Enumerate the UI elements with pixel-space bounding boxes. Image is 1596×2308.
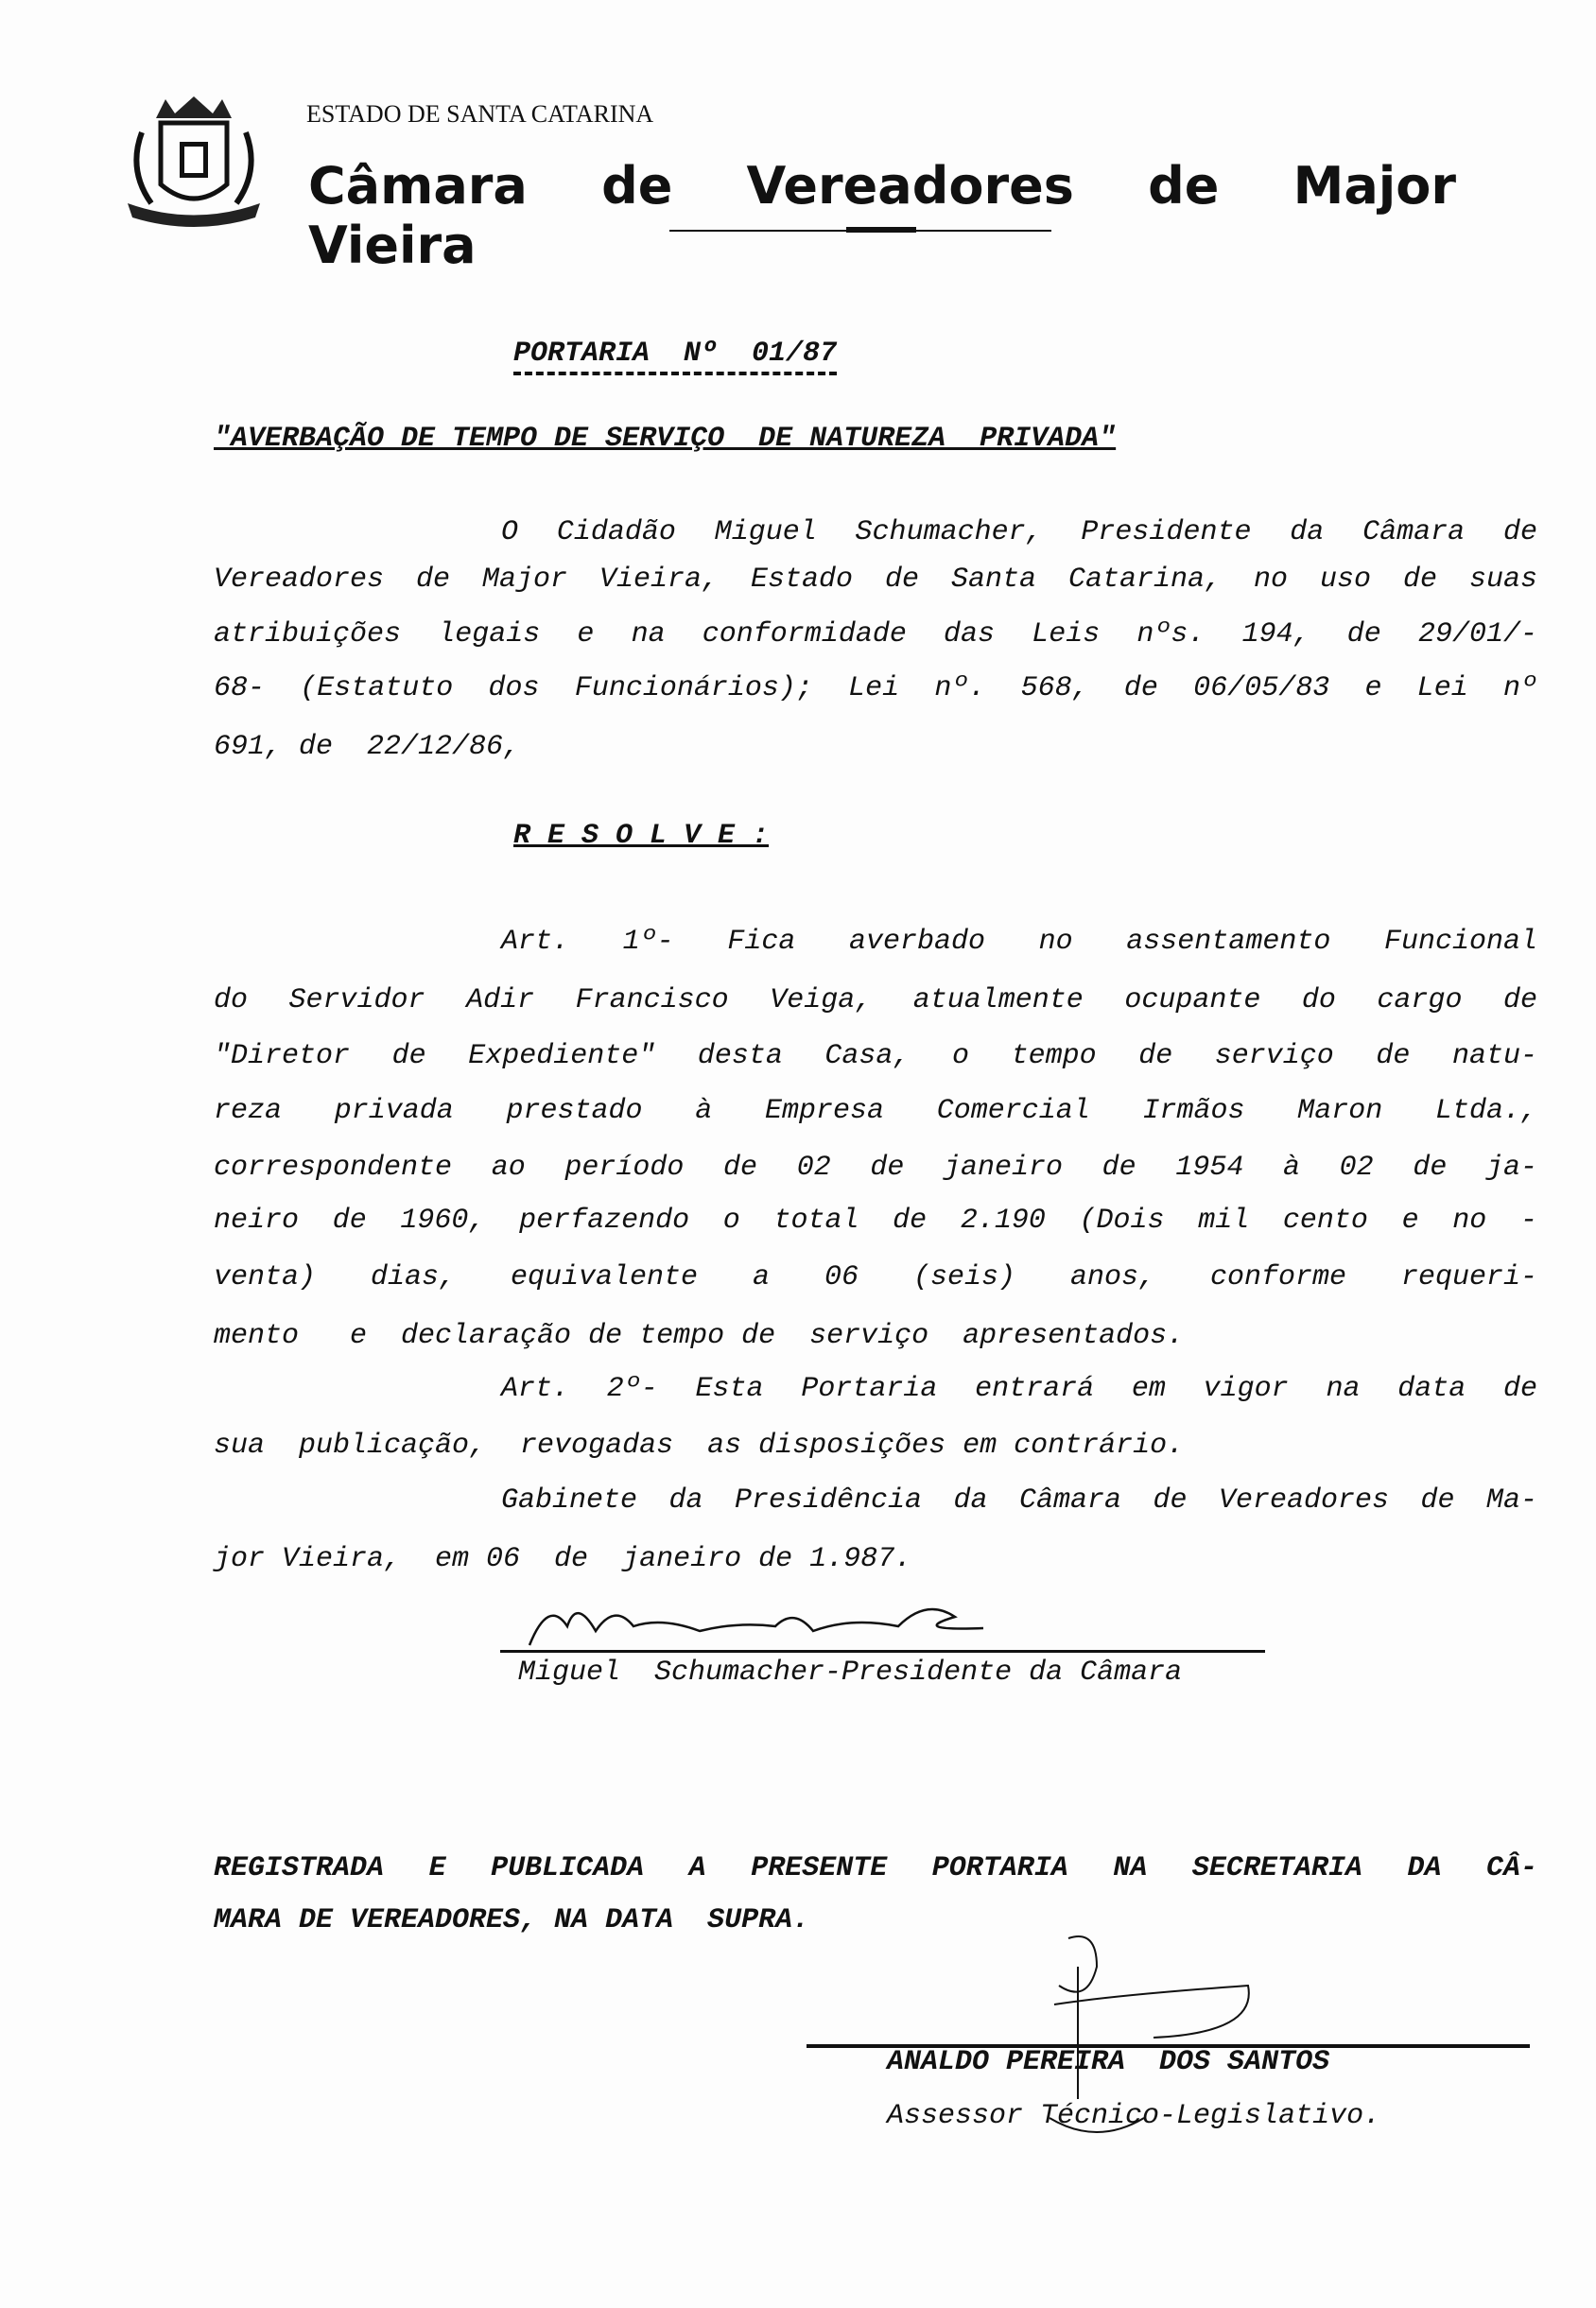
article-1-line: mento e declaração de tempo de serviço apresentados. <box>214 1320 1185 1352</box>
subject-heading: "AVERBAÇÃO DE TEMPO DE SERVIÇO DE NATUREZA PRIVADA" <box>214 423 1117 455</box>
resolve-heading: R E S O L V E : <box>513 820 770 852</box>
article-1-line: correspondente ao período de 02 de janeiro de 1954 à 02 de ja- <box>214 1152 1537 1184</box>
article-1-line: do Servidor Adir Francisco Veiga, atualmente ocupante do cargo de <box>214 984 1537 1016</box>
article-2-line: Art. 2º- Esta Portaria entrará em vigor na data de <box>501 1373 1537 1405</box>
registrar-name: ANALDO PEREIRA DOS SANTOS <box>887 2046 1330 2078</box>
preamble-line: 691, de 22/12/86, <box>214 731 521 763</box>
title-divider-center <box>846 227 916 233</box>
signature-line <box>500 1650 1265 1653</box>
article-1-line: reza privada prestado à Empresa Comercial Irmãos Maron Ltda., <box>214 1095 1537 1127</box>
article-1-line: "Diretor de Expediente" desta Casa, o tempo de serviço de natu- <box>214 1040 1537 1072</box>
article-1-line: neiro de 1960, perfazendo o total de 2.190 (Dois mil cento e no - <box>214 1205 1537 1237</box>
signer-name: Miguel Schumacher-Presidente da Câmara <box>518 1657 1183 1689</box>
closing-line: Gabinete da Presidência da Câmara de Vereadores de Ma- <box>501 1484 1537 1517</box>
registrar-role: Assessor Técnico-Legislativo. <box>887 2100 1381 2132</box>
coat-of-arms-logo <box>118 95 269 229</box>
registration-line: MARA DE VEREADORES, NA DATA SUPRA. <box>214 1904 810 1936</box>
closing-line: jor Vieira, em 06 de janeiro de 1.987. <box>214 1543 912 1575</box>
preamble-line: O Cidadão Miguel Schumacher, Presidente da Câmara de <box>501 516 1537 548</box>
state-name: ESTADO DE SANTA CATARINA <box>306 100 654 128</box>
preamble-line: atribuições legais e na conformidade das Leis nºs. 194, de 29/01/- <box>214 618 1537 651</box>
preamble-line: Vereadores de Major Vieira, Estado de Santa Catarina, no uso de suas <box>214 564 1537 596</box>
institution-title: Câmara de Vereadores de Major Vieira <box>308 156 1456 275</box>
preamble-line: 68- (Estatuto dos Funcionários); Lei nº. 568, de 06/05/83 e Lei nº <box>214 672 1537 704</box>
article-2-line: sua publicação, revogadas as disposições em contrário. <box>214 1430 1185 1462</box>
president-signature <box>511 1588 1021 1655</box>
article-1-line: venta) dias, equivalente a 06 (seis) anos, conforme requeri- <box>214 1261 1537 1293</box>
article-1-line: Art. 1º- Fica averbado no assentamento Funcional <box>501 926 1537 958</box>
portaria-number: PORTARIA Nº 01/87 <box>513 338 837 375</box>
registration-line: REGISTRADA E PUBLICADA A PRESENTE PORTARIA NA SECRETARIA DA CÂ- <box>214 1852 1537 1884</box>
